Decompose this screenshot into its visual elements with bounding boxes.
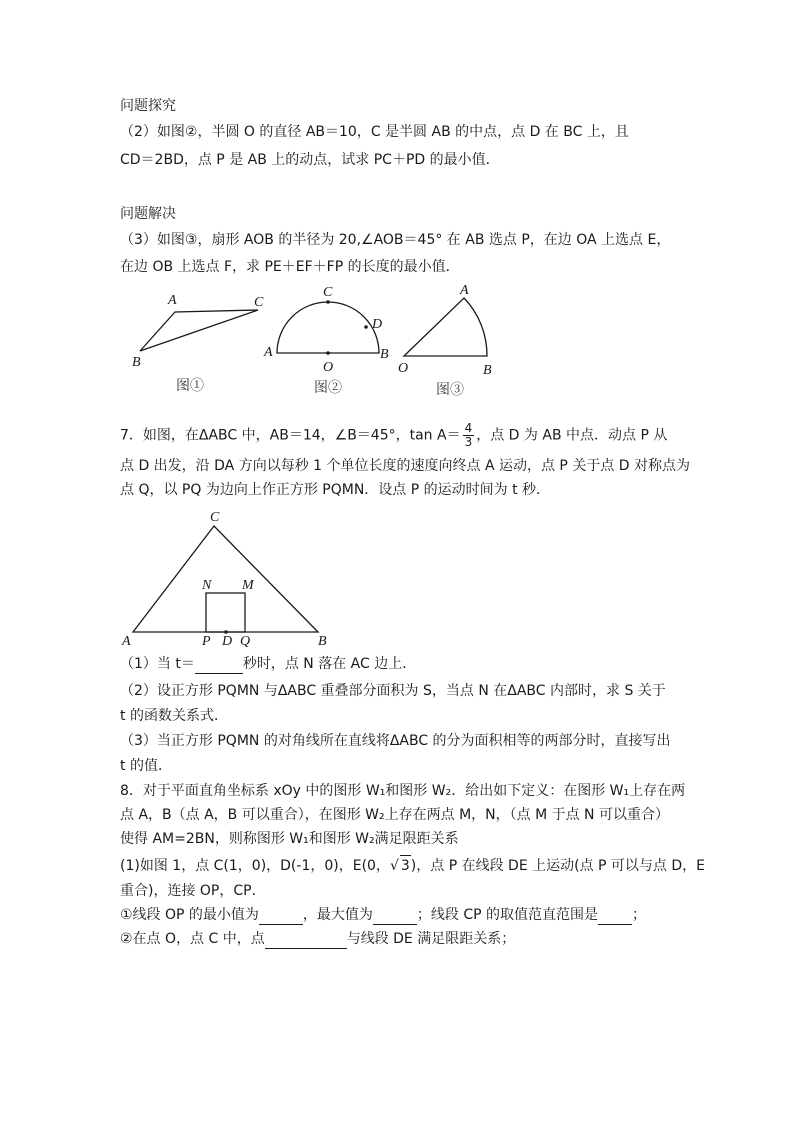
tan-fraction (463, 422, 475, 449)
p7-label-a: A (122, 634, 131, 648)
problem-8-line-3: 使得 AM=2BN，则称图形 W₁和图形 W₂满足限距关系 (120, 831, 459, 847)
fig3-label-a: A (460, 283, 469, 298)
figure-problem-7 (0, 508, 794, 648)
fig3-caption: 图③ (436, 383, 464, 398)
problem-7-line-3: 点 Q，以 PQ 为边向上作正方形 PQMN．设点 P 的运动时间为 t 秒． (120, 482, 551, 498)
problem-8-line-6-a: ①线段 OP 的最小值为 (120, 907, 259, 923)
fig2-label-a: A (264, 345, 273, 360)
problem-8-line-4-b: )，点 P 在线段 DE 上运动(点 P 可以与点 D，E (410, 858, 705, 874)
section-heading-solve: 问题解决 (120, 206, 176, 222)
fig1-label-b: B (132, 355, 141, 370)
fig3-label-o: O (398, 361, 409, 376)
p7-label-d: D (222, 634, 233, 648)
problem-8-line-6 (120, 905, 646, 925)
problem-7-line-1-a: 7．如图，在ΔABC 中，AB＝14，∠B＝45°，tan A＝ (120, 427, 461, 444)
fig1-label-a: A (168, 293, 177, 308)
question-3-line-1: （3）如图③，扇形 AOB 的半径为 20,∠AOB＝45° 在 AB 选点 P，在边 OA 上选点 E， (120, 232, 671, 248)
figure-1-triangle (132, 293, 264, 394)
problem-7-sub-3-line-1: （3）当正方形 PQMN 的对角线所在直线将ΔABC 的分为面积相等的两部分时，直接写出 (120, 733, 671, 749)
problem-8-line-6-b: ，最大值为 (302, 907, 373, 923)
problem-8-line-7-a: ②在点 O，点 C 中，点 (120, 931, 265, 947)
problem-8-line-7 (120, 929, 515, 949)
fig1-caption: 图① (176, 379, 204, 394)
problem-7-sub-2-line-2: t 的函数关系式． (120, 708, 228, 724)
sqrt-value: 3 (400, 855, 411, 876)
problem-8-line-7-b: 与线段 DE 满足限距关系； (346, 931, 516, 947)
problem-7-sub-1-b: 秒时，点 N 落在 AC 边上． (242, 656, 417, 672)
answer-blank-op-min[interactable] (259, 910, 303, 925)
problem-7-line-1 (120, 422, 667, 449)
answer-blank-point[interactable] (265, 934, 347, 949)
problem-7-sub-3-line-2: t 的值． (120, 758, 172, 774)
fig2-label-c: C (323, 285, 333, 300)
p7-label-p: P (202, 634, 211, 648)
p7-label-n: N (202, 578, 212, 593)
p7-label-m: M (242, 578, 254, 593)
sqrt-symbol: √ (389, 858, 399, 874)
p7-label-c: C (210, 510, 220, 525)
problem-8-line-6-c: ；线段 CP 的取值范直范围是 (416, 907, 599, 923)
problem-7-line-1-b: ，点 D 为 AB 中点．动点 P 从 (476, 427, 668, 444)
figures-top (0, 280, 794, 410)
fig2-caption: 图② (314, 381, 342, 396)
fig1-label-c: C (254, 295, 264, 310)
problem-8-line-4 (120, 855, 705, 876)
problem-7-sub-1-a: （1）当 t＝ (120, 656, 195, 672)
p7-label-q: Q (240, 634, 251, 648)
answer-blank-t[interactable] (195, 659, 243, 674)
problem-7-sub-1 (120, 654, 416, 674)
answer-blank-cp-range[interactable] (598, 910, 632, 925)
figure-3-sector (398, 283, 492, 398)
fig3-label-b: B (483, 363, 492, 378)
tan-fraction-denominator: 3 (464, 435, 473, 449)
problem-7-sub-2-line-1: （2）设正方形 PQMN 与ΔABC 重叠部分面积为 S，当点 N 在ΔABC 内部时，求 S 关于 (120, 683, 666, 699)
tan-fraction-numerator: 4 (464, 421, 473, 435)
problem-7-line-2: 点 D 出发，沿 DA 方向以每秒 1 个单位长度的速度向终点 A 运动，点 P 关于点 D 对称点为 (120, 458, 690, 474)
fig2-label-b: B (380, 347, 389, 362)
problem-8-line-1: 8．对于平面直角坐标系 xOy 中的图形 W₁和图形 W₂．给出如下定义：在图形 W₁上存在两 (120, 783, 686, 799)
figure-2-semicircle (263, 285, 389, 396)
p7-label-b: B (318, 634, 327, 648)
section-heading-explore: 问题探究 (120, 98, 176, 114)
problem-8-line-2: 点 A，B（点 A，B 可以重合），在图形 W₂上存在两点 M，N，（点 M 于点 N 可以重合） (120, 807, 669, 823)
problem-8-line-4-a: (1)如图 1，点 C(1，0)，D(-1，0)，E(0， (120, 858, 390, 874)
fig2-label-d: D (372, 317, 383, 332)
question-2-line-1: （2）如图②，半圆 O 的直径 AB＝10，C 是半圆 AB 的中点，点 D 在 BC 上，且 (120, 124, 629, 140)
fig2-label-o: O (323, 360, 334, 375)
question-2-line-2: CD＝2BD，点 P 是 AB 上的动点，试求 PC＋PD 的最小值． (120, 152, 500, 168)
problem-8-line-6-d: ； (632, 907, 647, 923)
question-3-line-2: 在边 OB 上选点 F，求 PE＋EF＋FP 的长度的最小值． (120, 259, 460, 275)
problem-8-line-5: 重合)，连接 OP，CP． (120, 883, 266, 899)
answer-blank-op-max[interactable] (373, 910, 417, 925)
